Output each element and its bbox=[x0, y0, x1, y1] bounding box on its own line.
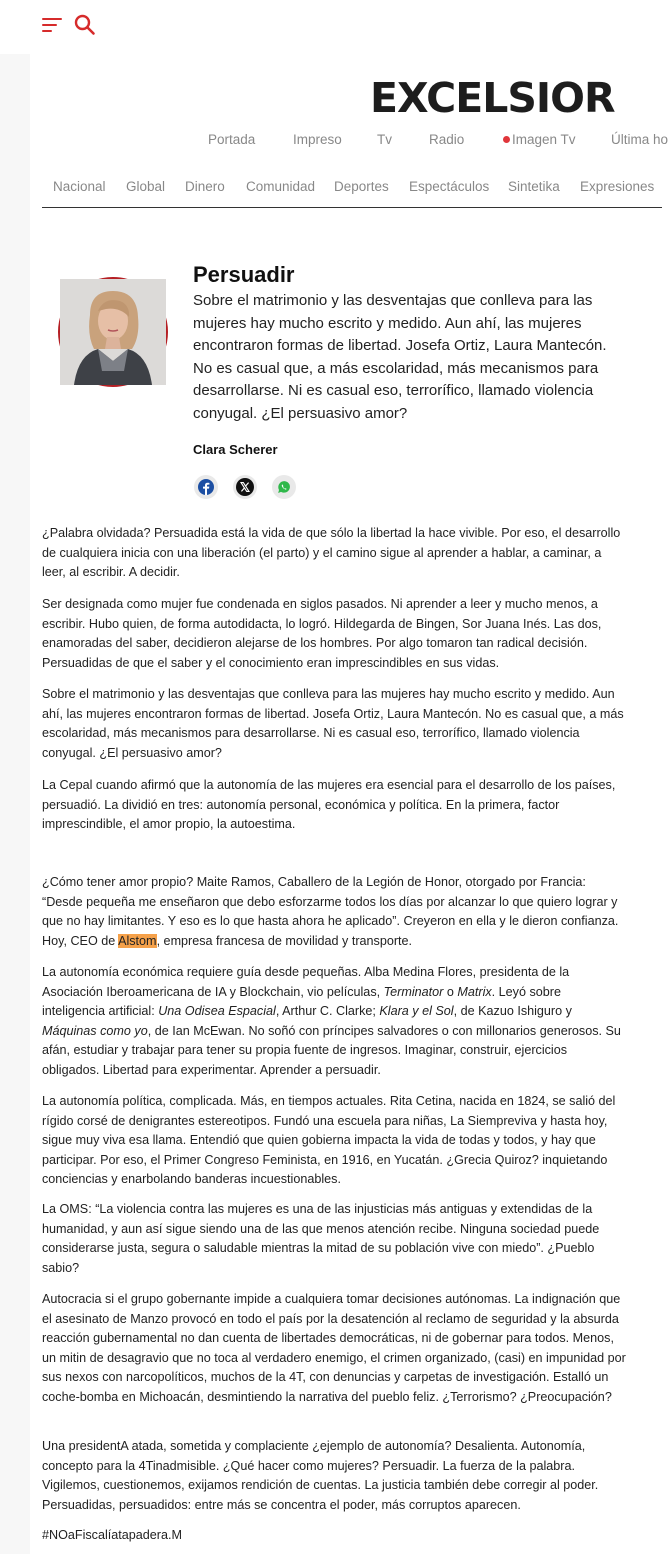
nav-section-dinero[interactable]: Dinero bbox=[185, 179, 225, 194]
live-dot-icon bbox=[503, 136, 510, 143]
left-gutter bbox=[0, 54, 30, 1554]
author-name[interactable]: Clara Scherer bbox=[193, 442, 278, 457]
nav-imagen-tv[interactable] bbox=[503, 132, 576, 147]
site-logo[interactable]: EXCELSIOR bbox=[370, 74, 615, 122]
nav-section-nacional[interactable]: Nacional bbox=[53, 179, 106, 194]
share-whatsapp-button[interactable] bbox=[272, 475, 296, 499]
share-x-button[interactable] bbox=[233, 475, 257, 499]
nav-section-sintetika[interactable]: Sintetika bbox=[508, 179, 560, 194]
share-facebook-button[interactable] bbox=[194, 475, 218, 499]
nav-section-espectaculos[interactable]: Espectáculos bbox=[409, 179, 490, 194]
nav-ultima-hora[interactable]: Última ho bbox=[611, 132, 668, 147]
nav-portada[interactable]: Portada bbox=[208, 132, 256, 147]
highlighted-link-alstom[interactable]: Alstom bbox=[118, 933, 157, 948]
column-title: Persuadir bbox=[193, 262, 295, 287]
article-paragraph: ¿Palabra olvidada? Persuadida está la vida de que sólo la libertad la hace vivible. Por eso, el desarrollo de cualquiera inicia con una liberación (el parto) y el camino sigue al aprender a hablar, a caminar, a leer, al escribir. A decidir. bbox=[42, 526, 621, 580]
whatsapp-icon bbox=[276, 479, 292, 495]
article-paragraph: La OMS: “La violencia contra las mujeres es una de las injusticias más antiguas y extendidas de la humanidad, y aun así sigue siendo una de las que menos atención recibe. Ninguna sociedad puede considerarse justa, segura o saludable mientras la mitad de su población vive con miedo”. ¿Pueblo sabio? bbox=[42, 1202, 600, 1275]
article-paragraph: Una presidentA atada, sometida y complaciente ¿ejemplo de autonomía? Desalienta. Autonomía, concepto para la 4Tinadmisible. ¿Qué hacer como mujeres? Persuadir. La fuerza de la palabra. Vigilemos, cuestionemos, exijamos rendición de cuentas. La justicia también debe corregir al poder. Persuadidas, persuadidos: entre más se concentra el poder, más corruptos aparecen. bbox=[42, 1439, 599, 1512]
nav-section-global[interactable]: Global bbox=[126, 179, 166, 194]
nav-divider bbox=[42, 207, 662, 208]
article-paragraph: ¿Cómo tener amor propio? Maite Ramos, Caballero de la Legión de Honor, otorgado por Francia: “Desde pequeña me enseñaron que debo esforzarme todos los días por alcanzar lo que quiero lograr y que no hay limitantes. Y eso es lo que hasta ahora he aplicado”. Creyeron en ella y le dieron confianza. Hoy, CEO de Alstom, empresa francesa de movilidad y transporte. bbox=[42, 875, 619, 948]
nav-section-deportes[interactable]: Deportes bbox=[334, 179, 389, 194]
author-avatar bbox=[58, 277, 168, 387]
top-bar bbox=[0, 0, 662, 54]
nav-impreso[interactable]: Impreso bbox=[293, 132, 342, 147]
article-paragraph: Sobre el matrimonio y las desventajas que conlleva para las mujeres hay mucho escrito y medido. Aun ahí, las mujeres encontraron formas de libertad. Josefa Ortiz, Laura Mantecón. No es casual que, a más escolaridad, más mecanismos para desarrollarse. Ni es casual eso, terrorífico, llamado violencia conyugal. ¿El persuasivo amor? bbox=[42, 687, 624, 760]
nav-radio[interactable]: Radio bbox=[429, 132, 465, 147]
article-paragraph: Ser designada como mujer fue condenada en siglos pasados. Ni aprender a leer y mucho menos, a escribir. Hubo quien, de forma autodidacta, lo logró. Hildegarda de Bingen, Sor Juana Inés. Las dos, enamoradas del saber, decidieron alejarse de los hombres. Por algo tomaron tan radical decisión. Persuadidas de que el saber y el conocimiento eran imprescindibles en sus vidas. bbox=[42, 597, 602, 670]
hamburger-menu-icon[interactable] bbox=[42, 15, 64, 35]
nav-section-expresiones[interactable]: Expresiones bbox=[580, 179, 655, 194]
x-icon bbox=[236, 478, 254, 496]
search-icon[interactable] bbox=[74, 14, 96, 36]
article-paragraph: La Cepal cuando afirmó que la autonomía de las mujeres era esencial para el desarrollo de los países, persuadió. La dividió en tres: autonomía personal, económica y política. En la primera, factor imprescindible, el amor propio, la autoestima. bbox=[42, 778, 616, 832]
nav-tv[interactable]: Tv bbox=[377, 132, 392, 147]
nav-section-comunidad[interactable]: Comunidad bbox=[246, 179, 316, 194]
article-paragraph: Autocracia si el grupo gobernante impide a cualquiera tomar decisiones autónomas. La indignación que el asesinato de Manzo provocó en todo el país por la desatención al reclamo de seguridad y la absurda reacción gubernamental no dan cuenta de libertades democráticas, ni de gobernar para todos. Menos, un mitin de desagravio que no toca al verdadero enemigo, el crimen organizado, (casi) en impunidad por sus nexos con narcopolíticos, muchos de la 4T, con denuncias y carpetas de investigación. Estalló un coche-bomba en Michoacán, desmintiendo la narrativa del pueblo feliz. ¿Terrorismo? ¿Preocupación? bbox=[42, 1292, 626, 1404]
facebook-icon bbox=[198, 479, 214, 495]
article-hashtag: #NOaFiscalíatapadera.M bbox=[42, 1528, 182, 1542]
nav-imagen-tv-label: Imagen Tv bbox=[512, 132, 576, 147]
article-paragraph: La autonomía política, complicada. Más, en tiempos actuales. Rita Cetina, nacida en 1824, se salió del rígido corsé de denigrantes estereotipos. Fundó una escuela para niñas, La Siempreviva y hasta hoy, sigue muy viva esa llama. Entendió que quien gobierna impacta la vida de todas y todos, y hay que participar. Por eso, el Primer Congreso Feminista, en 1916, en Yucatán. ¿Grecia Quiroz? inquietando conciencias y enarbolando banderas incuestionables. bbox=[42, 1094, 616, 1187]
column-summary: Sobre el matrimonio y las desventajas que conlleva para las mujeres hay mucho escrito y medido. Aun ahí, las mujeres encontraron formas de libertad. Josefa Ortiz, Laura Mantecón. No es casual que, a más escolaridad, más mecanismos para desarrollarse. Ni es casual eso, terrorífico, llamado violencia conyugal. ¿El persuasivo amor? bbox=[193, 292, 607, 422]
article-paragraph: La autonomía económica requiere guía desde pequeñas. Alba Medina Flores, presidenta de la Asociación Iberoamericana de IA y Blockchain, vio películas, Terminator o Matrix. Leyó sobre inteligencia artificial: Una Odisea Espacial, Arthur C. Clarke; Klara y el Sol, de Kazuo Ishiguro y Máquinas como yo, de Ian McEwan. No soñó con príncipes salvadores o con millonarios generosos. Su afán, estudiar y trabajar para tener su propia fuente de ingresos. Imaginar, construir, ejercicios obligados. Libertad para experimentar. Aprender a persuadir. bbox=[42, 965, 621, 1077]
